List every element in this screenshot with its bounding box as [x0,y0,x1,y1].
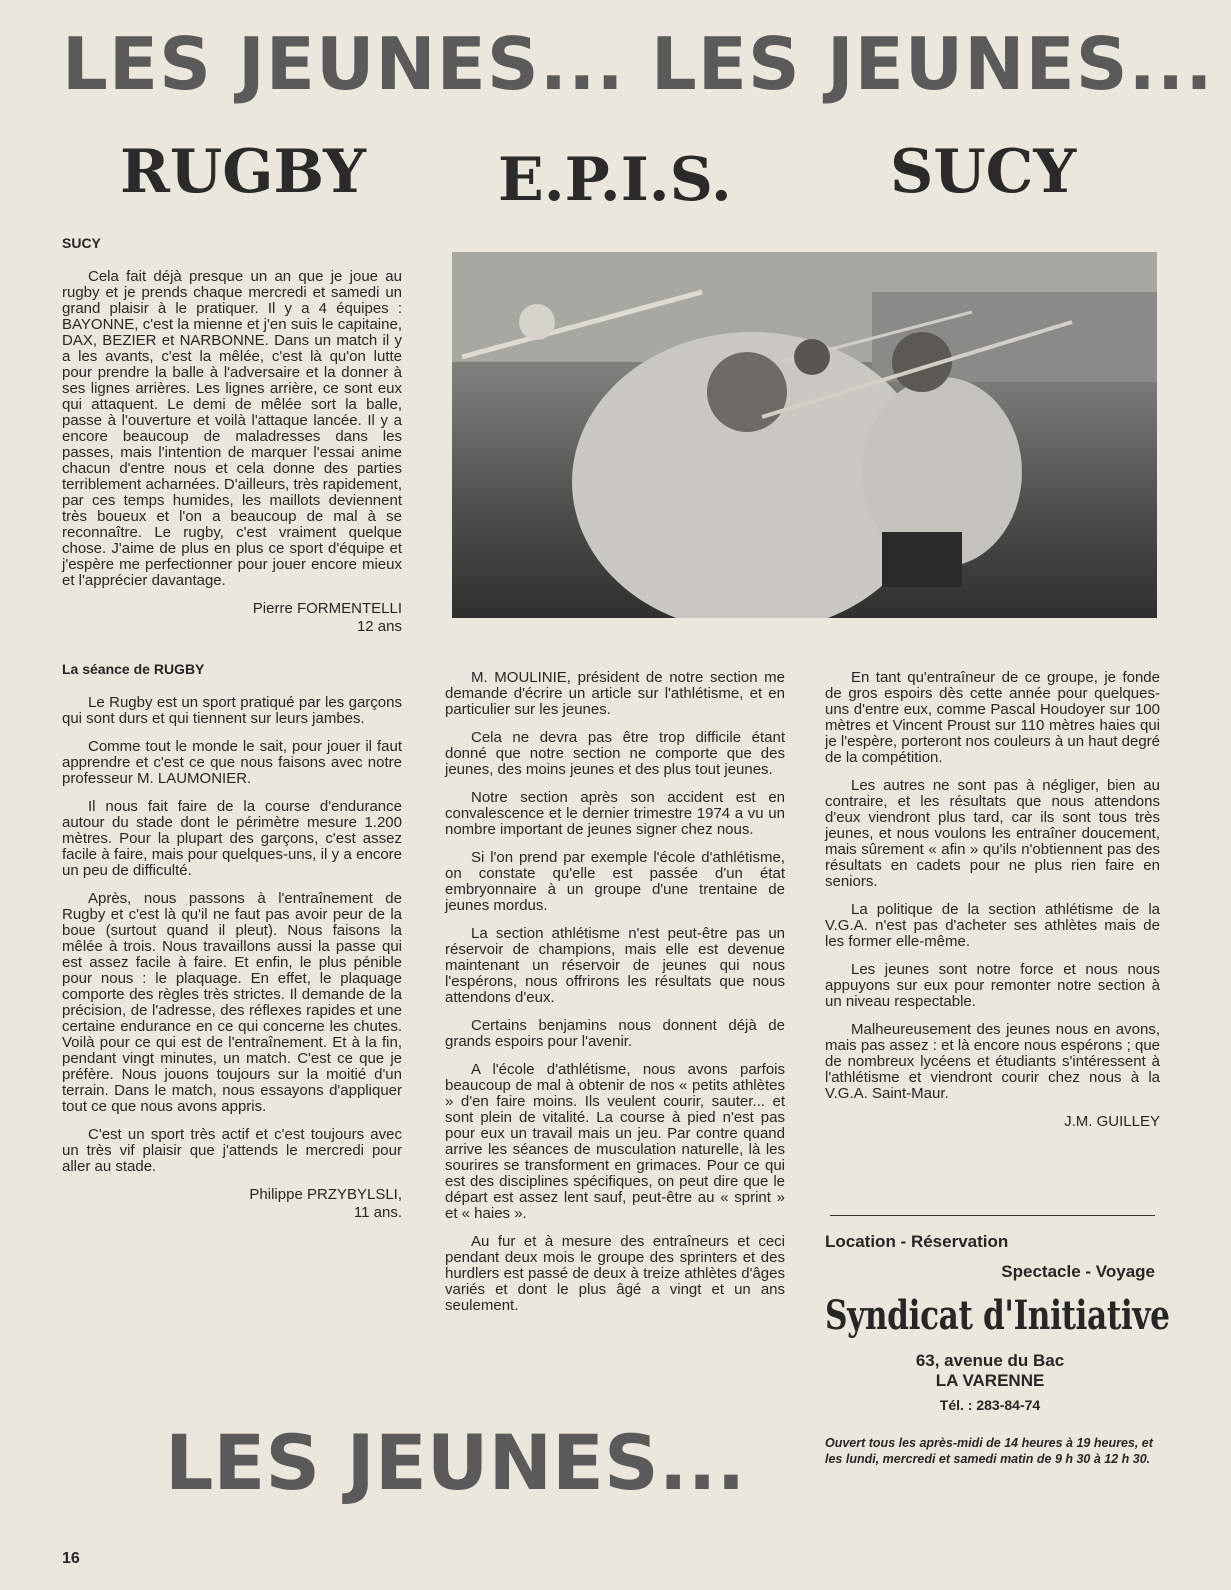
column-3 [825,670,1160,1132]
ad-phone: Tél. : 283-84-74 [939,1397,1041,1413]
paragraph: Cela fait déjà presque un an que je joue au rugby et je prends chaque mercredi et samedi un grand plaisir à le pratiquer. Il y a 4 équipes : BAYONNE, c'est la mienne et j'en suis le capitaine, DAX, BEZIER et NARBONNE. Dans un match il y a les avants, c'est la mêlée, c'est là qu'on lutte pour prendre la balle à l'adversaire et la donner à ses lignes arrières. Les lignes arrière, ce sont eux qui attaquent. Le demi de mêlée sort la balle, passe à l'ouverture et voilà l'attaque lancée. Il y a encore beaucoup de maladresses dans les passes, mais l'intention de marquer l'essai anime chacun d'entre nous et cela donne des parties terriblement acharnées. D'ailleurs, très rapidement, par ces temps humides, les maillots deviennent très boueux et l'on a beaucoup de mal à se reconnaître. Le rugby, c'est vraiment quelque chose. J'aime de plus en plus ce sport d'équipe et j'espère me perfectionner pour jouer encore mieux et l'apprécier davantage. [62,268,402,589]
section-title-sucy: SUCY [62,235,101,251]
paragraph: Comme tout le monde le sait, pour jouer il faut apprendre et c'est ce que nous faisons avec notre professeur M. LAUMONIER. [62,738,402,787]
paragraph: Certains benjamins nous donnent déjà de grands espoirs pour l'avenir. [445,1017,785,1050]
column-2 [445,670,785,1326]
heading-sucy: SUCY [890,137,1077,207]
paragraph: A l'école d'athlétisme, nous avons parfois beaucoup de mal à obtenir de nos « petits athlètes » d'en faire moins. Ils veulent courir, sauter... et sont plein de vitalité. La course à pied n'est pas pour eux un travail mais un jeu. Par contre quand arrive les séances de musculation naturelle, là les sourires se transforment en grimaces. Pour ce qui est des disciplines spécifiques, on peut dire que le départ est assez lent sauf, peut-être au « sprint » et « haies ». [445,1061,785,1222]
author-name: Pierre FORMENTELLI [252,600,402,617]
author-name: J.M. GUILLEY [1064,1113,1160,1130]
ad-address-street: 63, avenue du Bac [915,1351,1065,1370]
paragraph: Il nous fait faire de la course d'endurance autour du stade dont le périmètre mesure 1.200 mètres. Pour la plupart des garçons, c'est assez facile à faire, mais pour quelques-uns, il y a encore un peu de difficulté. [62,798,402,879]
ad-brand: Syndicat d'Initiative [825,1292,1170,1339]
heading-rugby: RUGBY [120,137,366,207]
paragraph: Si l'on prend par exemple l'école d'athlétisme, on constate qu'elle est passée d'un état embryonnaire à un groupe d'une trentaine de jeunes mordus. [445,849,785,914]
ad-hours: Ouvert tous les après-midi de 14 heures à 19 heures, et les lundi, mercredi et samedi matin de 9 h 30 à 12 h 30. [825,1436,1153,1466]
top-banner: LES JEUNES... LES JEUNES... [62,22,1214,106]
ad-line-spectacle: Spectacle - Voyage [1001,1262,1155,1281]
author-age: 11 ans. [353,1204,402,1221]
javelin-photo [452,252,1157,618]
paragraph: Au fur et à mesure des entraîneurs et ceci pendant deux mois le groupe des sprinters et des hurdlers est passé de deux à treize athlètes d'âges variés et dont le plus âgé a vingt et un ans seulement. [445,1233,785,1314]
paragraph: Le Rugby est un sport pratiqué par les garçons qui sont durs et qui tiennent sur leurs jambes. [62,694,402,727]
paragraph: Après, nous passons à l'entraînement de Rugby et c'est là qu'il ne faut pas avoir peur de la boue (surtout quand il pleut). Nous faisons la mêlée à trois. Nous travaillons aussi la passe qui est assez facile à faire. Et enfin, le plus pénible pour nous : le plaquage. En effet, le plaquage comporte des règles très strictes. Il demande de la précision, de l'adresse, des réflexes rapides et une certaine endurance en ce qui concerne les chutes. Voilà pour ce qui est de l'entraînement. Et à la fin, pendant vingt minutes, un match. C'est ce que je préfère. Nous jouons toujours sur la moitié d'un terrain. Dans le match, nous essayons d'appliquer tout ce que nous avons appris. [62,890,402,1115]
heading-epis: E.P.I.S. [498,145,732,215]
page-number: 16 [62,1550,80,1567]
paragraph: En tant qu'entraîneur de ce groupe, je fonde de gros espoirs dès cette année pour quelques-uns d'entre eux, comme Pascal Houdoyer sur 100 mètres et Vincent Proust sur 110 mètres haies qui je l'espère, porteront nos couleurs à un haut degré de la compétition. [825,669,1160,766]
author-name: Philippe PRZYBYLSLI, [249,1186,402,1203]
ad-address-town: LA VARENNE [935,1371,1045,1390]
paragraph: C'est un sport très actif et c'est toujours avec un très vif plaisir que j'attends le mercredi pour aller au stade. [62,1126,402,1175]
paragraph: Notre section après son accident est en convalescence et le dernier trimestre 1974 a vu un nombre important de jeunes signer chez nous. [445,789,785,838]
author-age: 12 ans [356,618,402,635]
paragraph: La politique de la section athlétisme de la V.G.A. n'est pas d'acheter ses athlètes mais de les former elle-même. [825,901,1160,950]
paragraph: Les autres ne sont pas à négliger, bien au contraire, et les résultats que nous attendons d'eux viendront plus tard, car ils sont tous très jeunes, et nous voulons les entraîner doucement, mais sûrement « afin » qu'ils n'obtiennent pas des résultats en cadets pour ne plus rien faire en seniors. [825,777,1160,890]
section-title-seance: La séance de RUGBY [62,661,205,677]
syndicat-ad [825,1215,1170,1467]
paragraph: Les jeunes sont notre force et nous nous appuyons sur eux pour remonter notre section à un niveau respectable. [825,961,1160,1010]
paragraph: La section athlétisme n'est peut-être pas un réservoir de champions, mais elle est devenue maintenant un réservoir de jeunes qui nous l'espérons, nous offrirons les résultats que nous attendons d'eux. [445,925,785,1006]
column-1 [62,235,402,1223]
divider [830,1215,1155,1216]
paragraph: Cela ne devra pas être trop difficile étant donné que notre section ne comporte que des jeunes, des moins jeunes et des plus tout jeunes. [445,729,785,778]
bottom-banner: LES JEUNES... [165,1418,746,1507]
ad-line-location: Location - Réservation [825,1232,1009,1251]
paragraph: M. MOULINIE, président de notre section me demande d'écrire un article sur l'athlétisme, et en particulier sur les jeunes. [445,669,785,718]
paragraph: Malheureusement des jeunes nous en avons, mais pas assez : et là encore nous espérons ; que de nombreux lycéens et étudiants s'intéressent à l'athlétisme et viendront courir chez nous à la V.G.A. Saint-Maur. [825,1021,1160,1102]
